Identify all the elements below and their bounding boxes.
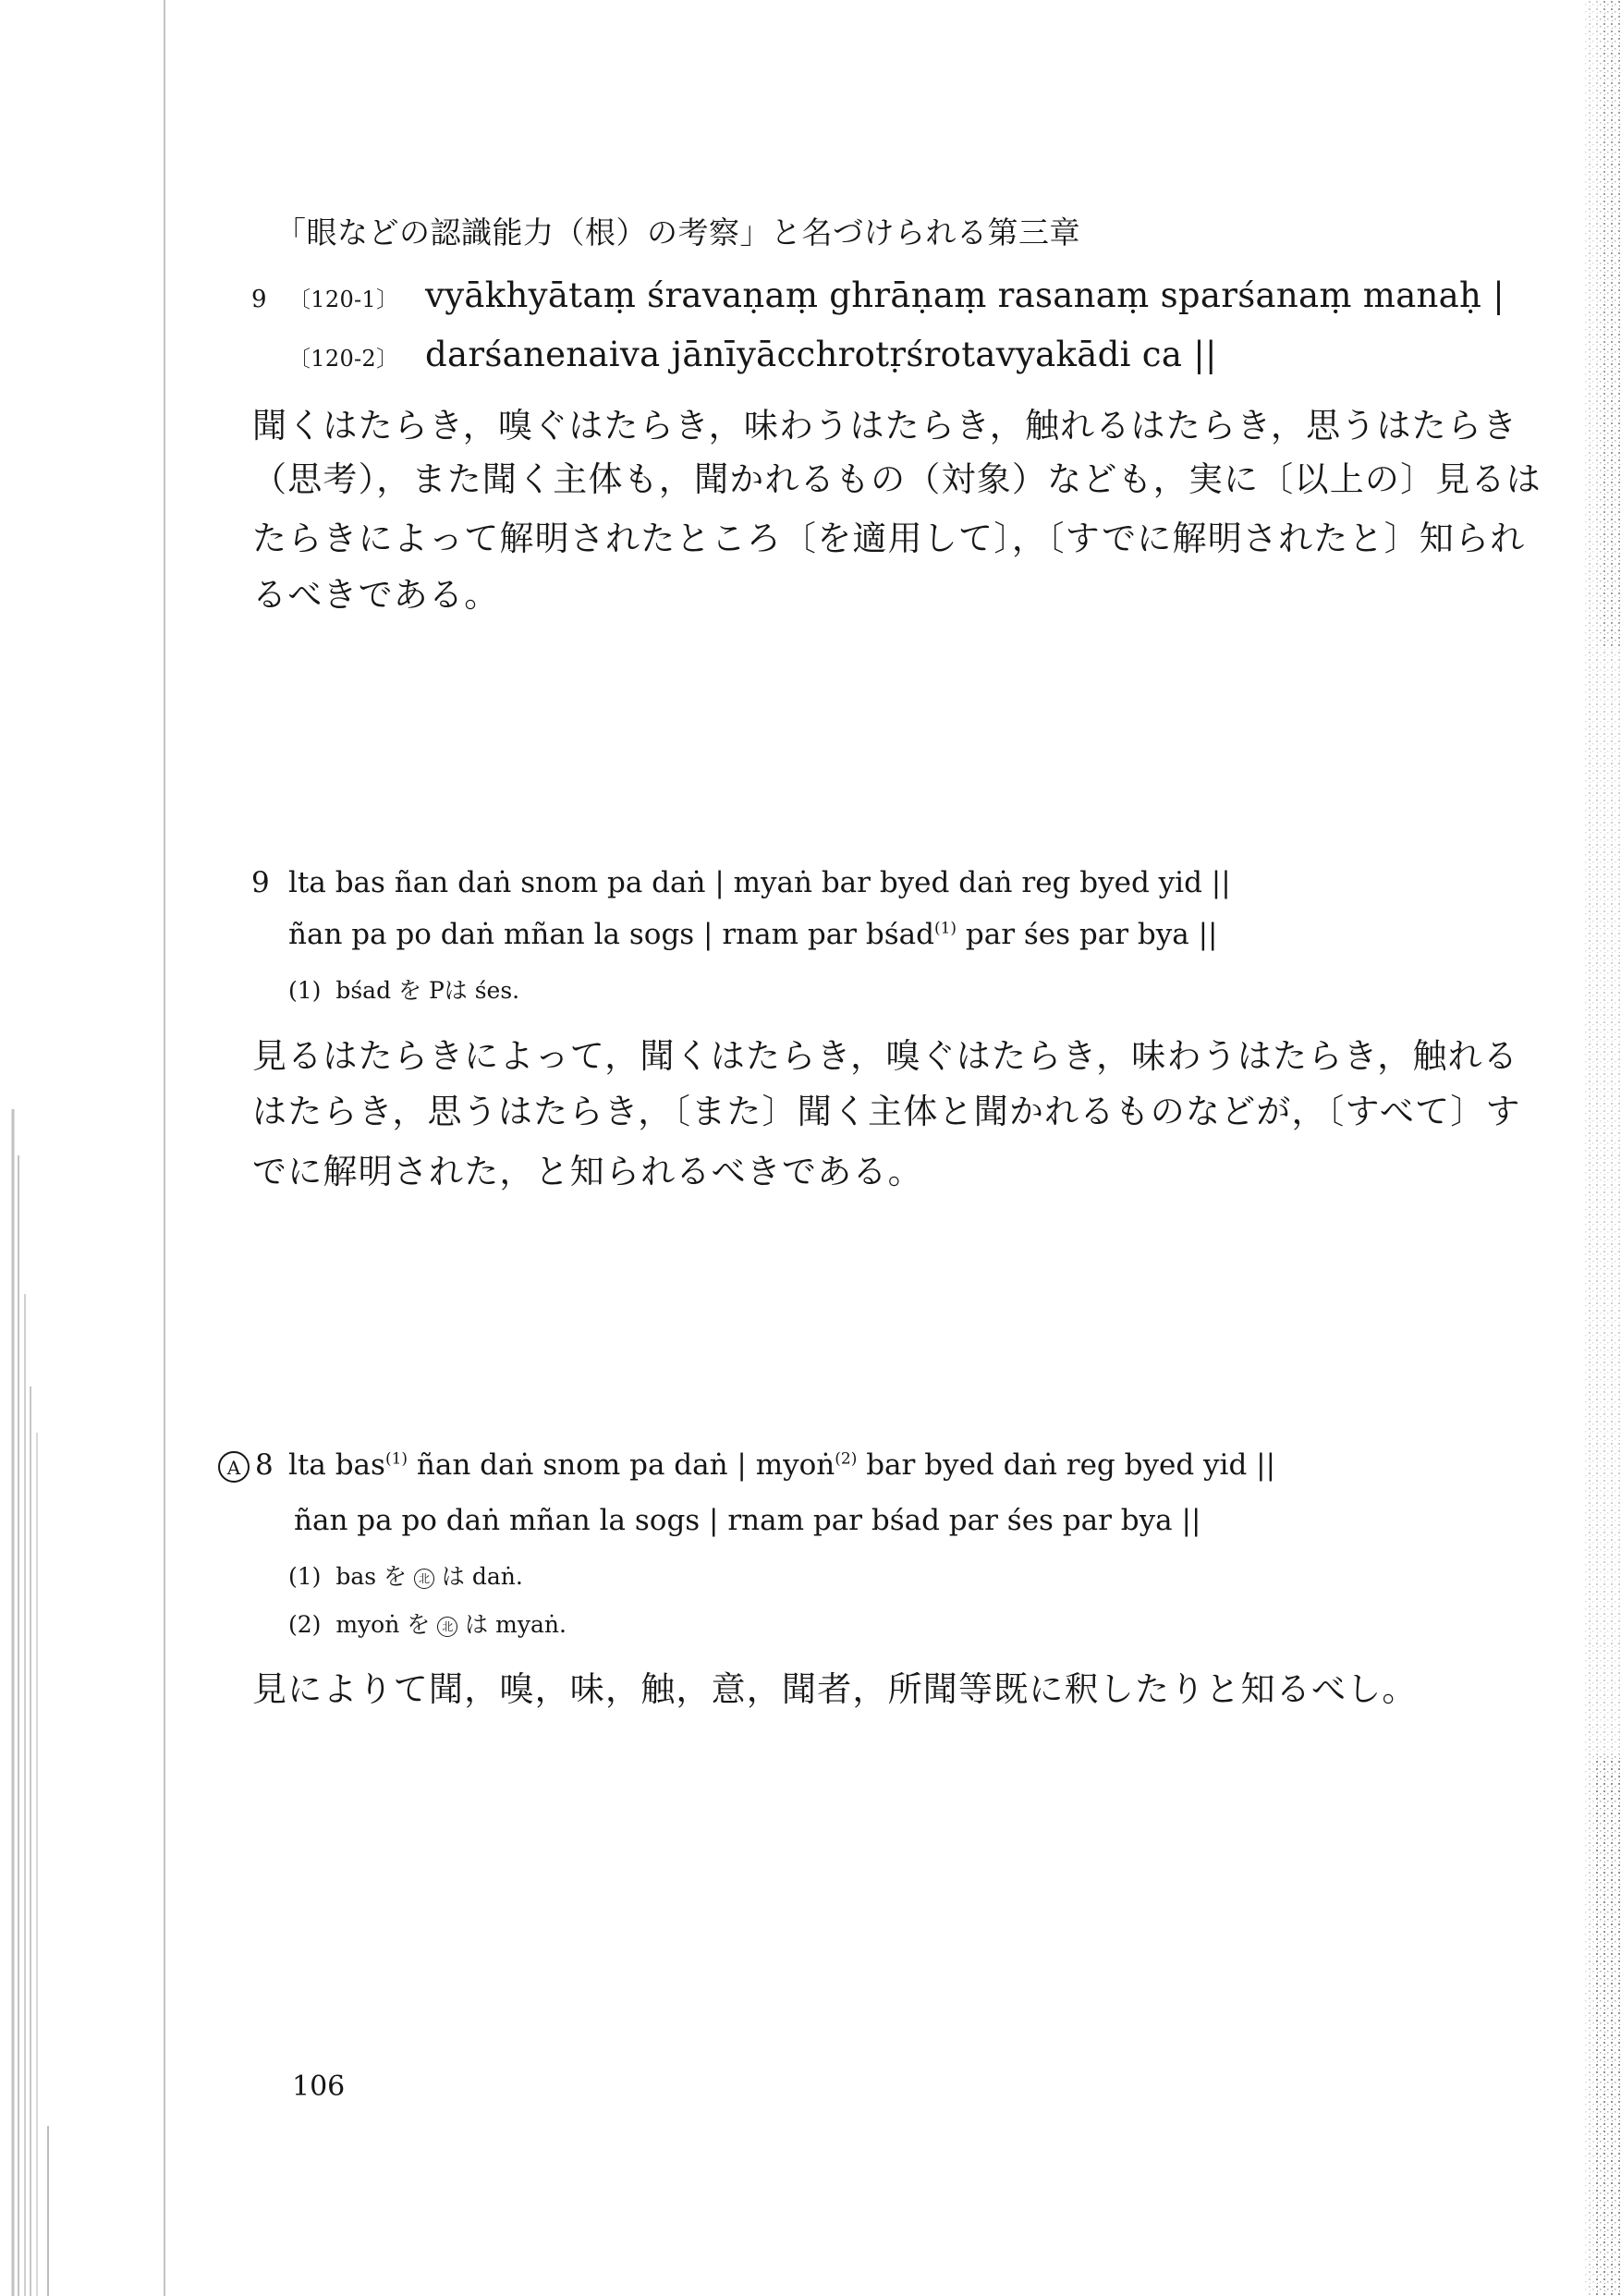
verse-number: 9 [251,286,267,313]
footnote-number: (1) [288,977,322,1004]
verse-text: ñan daṅ snom pa daṅ | myoṅ [408,1448,835,1482]
translation-line: （思考），また聞く主体も，聞かれるもの（対象）なども，実に〔以上の〕見るは [252,459,1542,499]
translation-line: るべきである。 [252,575,500,615]
sanskrit-line-2 [288,335,1217,374]
binding-shadow [0,0,176,2296]
footnote [288,972,519,1006]
chapter-heading: 「眼などの認識能力（根）の考察」と名づけられる第三章 [275,214,1080,250]
footnote-marker: (1) [933,919,957,938]
tibetan-line-2 [288,918,1218,951]
footnote [288,1558,523,1592]
circled-kanji-marker: 北 [414,1569,434,1589]
footnote-number: (2) [288,1611,322,1638]
tibetan-line-1 [251,866,1231,899]
chinese-verse-line-1 [218,1448,1275,1483]
verse-text: ñan pa po daṅ mñan la sogs | rnam par bśad [288,918,934,951]
verse-number: 8 [255,1448,274,1482]
footnote-text: myoṅ を [335,1611,431,1638]
translation-line: 聞くはたらき，嗅ぐはたらき，味わうはたらき，触れるはたらき，思うはたらき [252,406,1518,446]
verse-number: 9 [251,866,270,899]
verse-text: lta bas ñan daṅ snom pa daṅ | myaṅ bar byed daṅ reg byed yid || [288,866,1231,899]
translation-line: たらきによって解明されたところ〔を適用して〕，〔すでに解明されたと〕知られ [252,519,1526,558]
translation-line: 見によりて聞，嗅，味，触，意，聞者，所聞等既に釈したりと知るべし。 [252,1669,1418,1709]
translation-line: 見るはたらきによって，聞くはたらき，嗅ぐはたらき，味わうはたらき，触れる [252,1036,1519,1076]
footnote-text: は daṅ. [441,1563,523,1590]
footnote-text: bśad を Pは śes. [335,977,520,1004]
verse-reference: 〔120-1〕 [288,287,399,312]
footnote-text: は myaṅ. [465,1611,567,1638]
sanskrit-line-1 [251,275,1505,315]
page-number: 106 [292,2070,346,2103]
verse-text: vyākhyātaṃ śravaṇaṃ ghrāṇaṃ rasanaṃ sparśanaṃ manaḥ | [425,275,1505,315]
translation-line: はたらき，思うはたらき，〔また〕聞く主体と聞かれるものなどが，〔すべて〕す [252,1092,1521,1131]
footnote [288,1606,567,1640]
chinese-verse-line-2: ñan pa po daṅ mñan la sogs | rnam par bśad par śes par bya || [294,1504,1201,1537]
verse-text: lta bas [288,1448,385,1482]
translation-line: でに解明された，と知られるべきである。 [252,1152,923,1191]
circled-kanji-marker: 北 [437,1617,457,1637]
verse-text: par śes par bya || [957,918,1218,951]
footnote-text: bas を [335,1563,408,1590]
footnote-marker: (1) [384,1449,408,1469]
circled-a-marker: A [218,1451,250,1483]
verse-reference: 〔120-2〕 [288,346,399,372]
footnote-number: (1) [288,1563,322,1590]
footnote-marker: (2) [835,1449,858,1469]
scan-grain [1566,0,1621,2296]
verse-text: darśanenaiva jānīyācchrotṛśrotavyakādi ca || [425,335,1217,374]
verse-text: bar byed daṅ reg byed yid || [857,1448,1276,1482]
